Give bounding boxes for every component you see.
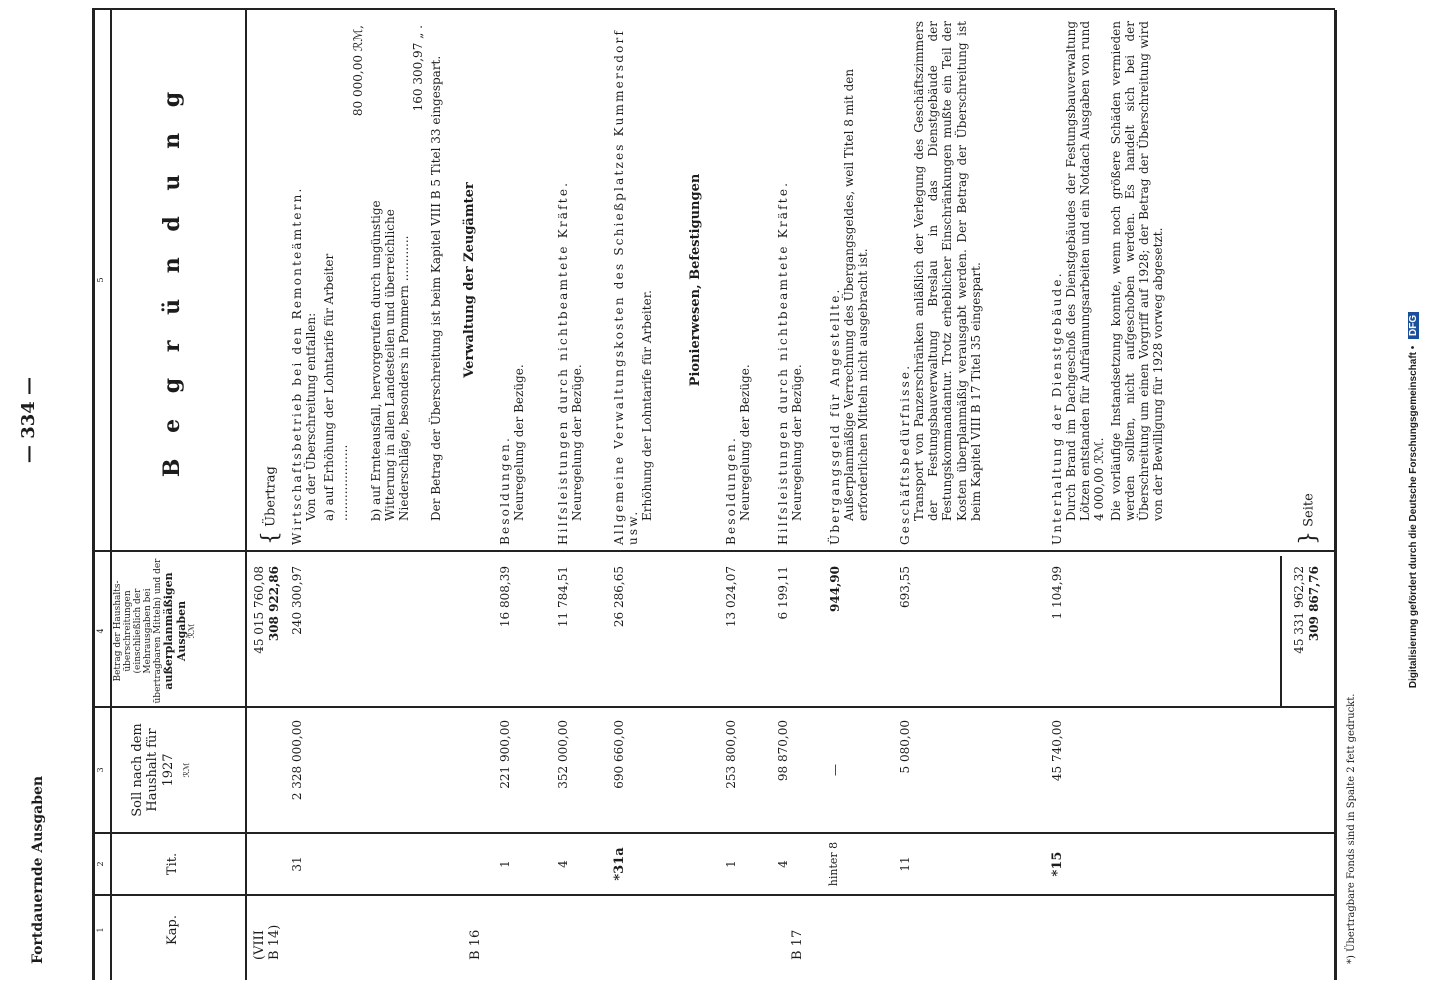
b16-row-31a-soll: 690 660,00 [612, 720, 626, 789]
dfg-badge: DFG [1408, 312, 1419, 339]
footnote: *) Übertragbare Fonds sind in Spalte 2 fett gedruckt. [1346, 693, 1357, 964]
table-bottom-rule [1334, 10, 1337, 980]
b16-row-1-begruendung: Besoldungen. Neuregelung der Bezüge. [498, 364, 527, 545]
b17-row-15-soll: 45 740,00 [1050, 720, 1064, 782]
b16-row-1-tit: 1 [498, 860, 512, 868]
header-betrag-unit: ℛℳ [186, 623, 196, 639]
b16-row-31a-tit: *31a [612, 847, 627, 881]
b17-row-15-betrag: 1 104,99 [1050, 566, 1064, 620]
column-number-rule [110, 10, 112, 980]
b17-row-11-tit: 11 [898, 856, 912, 872]
col-num-4: 4 [96, 628, 105, 634]
b16-row-4-betrag: 11 784,51 [556, 566, 570, 628]
b17-row-h8-soll: — [828, 764, 842, 776]
b16-row-31a-betrag: 26 286,65 [612, 566, 626, 628]
kap-b16: B 16 [468, 929, 483, 960]
section-header: Fortdauernde Ausgaben [30, 775, 46, 964]
b17-row-1-begruendung: Besoldungen. Neuregelung der Bezüge. [724, 364, 753, 545]
b16-section-title: Verwaltung der Zeugämter [462, 182, 477, 378]
col-num-5: 5 [96, 277, 105, 283]
kap-b17: B 17 [790, 929, 805, 960]
dfg-watermark: Digitalisierung gefördert durch die Deutsche Forschungsgemeinschaft • DFG [1408, 0, 1430, 1000]
total-amount: 45 331 962,32 [1292, 566, 1306, 654]
uebertrag-amount-bold: 308 922,86 [267, 566, 281, 642]
col-num-1: 1 [96, 927, 105, 933]
kap-viii-b14: (VIII B 14) [252, 924, 283, 960]
b17-row-4-begruendung: Hilfsleistungen durch nichtbeamtete Kräfte. Neuregelung der Bezüge. [776, 180, 805, 545]
b16-row-4-soll: 352 000,00 [556, 720, 570, 789]
b16-row-1-soll: 221 900,00 [498, 720, 512, 789]
b17-row-1-tit: 1 [724, 860, 738, 868]
header-soll-unit: ℛℳ [181, 762, 191, 778]
col-divider-5 [92, 9, 1335, 11]
uebertrag-label: { Übertrag [258, 466, 283, 545]
b17-row-h8-betrag: 944,90 [828, 566, 842, 612]
col-num-2: 2 [96, 861, 105, 867]
row-31-tit: 31 [290, 856, 304, 872]
b17-row-h8-begruendung: Übergangsgeld für Angestellte. Außerplanmäßige Verrechnung des Übergangsgeldes, weil Titel 8 mit den erforderlichen Mitteln nicht ausgebracht ist. [828, 68, 871, 545]
col-divider-2 [92, 833, 1335, 835]
header-tit: Tit. [165, 852, 180, 876]
b17-row-11-soll: 5 080,00 [898, 720, 912, 774]
b17-row-h8-tit: hinter 8 [827, 841, 840, 887]
b17-section-title: Pionierwesen, Befestigungen [688, 173, 703, 387]
row-31-soll: 2 328 000,00 [290, 720, 304, 801]
total-amount-bold: 309 867,76 [1307, 566, 1321, 642]
header-kap: Kap. [165, 915, 180, 945]
b17-row-4-soll: 98 870,00 [776, 720, 790, 782]
uebertrag-amount: 45 015 760,08 [252, 566, 266, 654]
table-top-rule [92, 10, 95, 980]
total-label: } Seite [1296, 493, 1321, 545]
row-31-begruendung: Wirtschaftsbetrieb bei den Remonteämtern. Von der Überschreitung entfallen: a) auf Erhöhung der Lohntarife für Arbeiter .................... 80 000,00 ℛℳ, b) auf Ernteausfall, hervorgerufen durch ungünstige Witterung in allen Landesteilen und überreichliche Niederschläge, besonders in Pommern ............ 160 300,97 „ . Der Betrag der Überschreitung ist beim Kapitel VIII B 5 Titel 33 eingespart. [290, 25, 444, 545]
b16-row-4-begruendung: Hilfsleistungen durch nichtbeamtete Kräfte. Neuregelung der Bezüge. [556, 180, 585, 545]
b17-row-4-tit: 4 [776, 860, 790, 868]
col-num-3: 3 [96, 767, 105, 773]
total-sum-rule [1280, 556, 1282, 706]
header-bottom-rule [245, 10, 247, 980]
b16-row-1-betrag: 16 808,39 [498, 566, 512, 628]
b17-row-1-betrag: 13 024,07 [724, 566, 738, 628]
b17-row-15-begruendung: Unterhaltung der Dienstgebäude. Durch Brand im Dachgeschoß des Dienstgebäudes der Festungsbauverwaltung Lötzen entstanden für Aufräumungsarbeiten und ein Notdach Ausgaben von rund 4 000,00 ℛℳ. Die vorläufige Instandsetzung konnte, wenn noch größere Schäden vermieden werden sollten, nicht aufgeschoben werden. Es handelt sich bei der Überschreitung um einen Vorgriff auf 1928; der Betrag der Überschreitung wird von der Bewilligung für 1928 vorweg abgesetzt. [1050, 21, 1166, 545]
header-soll: Soll nach dem Haushalt für 1927 ℛℳ [130, 710, 191, 830]
col-divider-1 [92, 895, 1335, 897]
b17-row-11-begruendung: Geschäftsbedürfnisse. Transport von Panzerschränken anläßlich der Verlegung des Geschäftszimmers der Festungsbauverwaltung Breslau in das Dienstgebäude der Festungskommandantur. Trotz erheblicher Einschränkungen mußte ein Teil der Kosten überplanmäßig verausgabt werden. Der Betrag der Überschreitung ist beim Kapitel VIII B 17 Titel 35 eingespart. [898, 21, 983, 545]
row-31-betrag: 240 300,97 [290, 566, 304, 635]
b17-row-1-soll: 253 800,00 [724, 720, 738, 789]
b17-row-4-betrag: 6 199,11 [776, 566, 790, 620]
b16-row-31a-begruendung: Allgemeine Verwaltungskosten des Schießplatzes Kummersdorf usw. Erhöhung der Lohntarife für Arbeiter. [612, 28, 655, 545]
b16-row-4-tit: 4 [556, 860, 570, 868]
b17-row-11-betrag: 693,55 [898, 566, 912, 608]
col-divider-3 [92, 707, 1335, 709]
header-begruendung: B e g r ü n d u n g [159, 82, 185, 478]
b17-row-15-tit: *15 [1050, 851, 1065, 877]
col-divider-4 [92, 551, 1335, 553]
page-number: — 334 — [18, 376, 39, 464]
header-betrag: Betrag der Haushalts-überschreitungen (einschließlich der Mehrausgaben bei übertragbaren Mitteln) und der außerplanmäßigen Ausgaben ℛℳ [114, 556, 196, 706]
